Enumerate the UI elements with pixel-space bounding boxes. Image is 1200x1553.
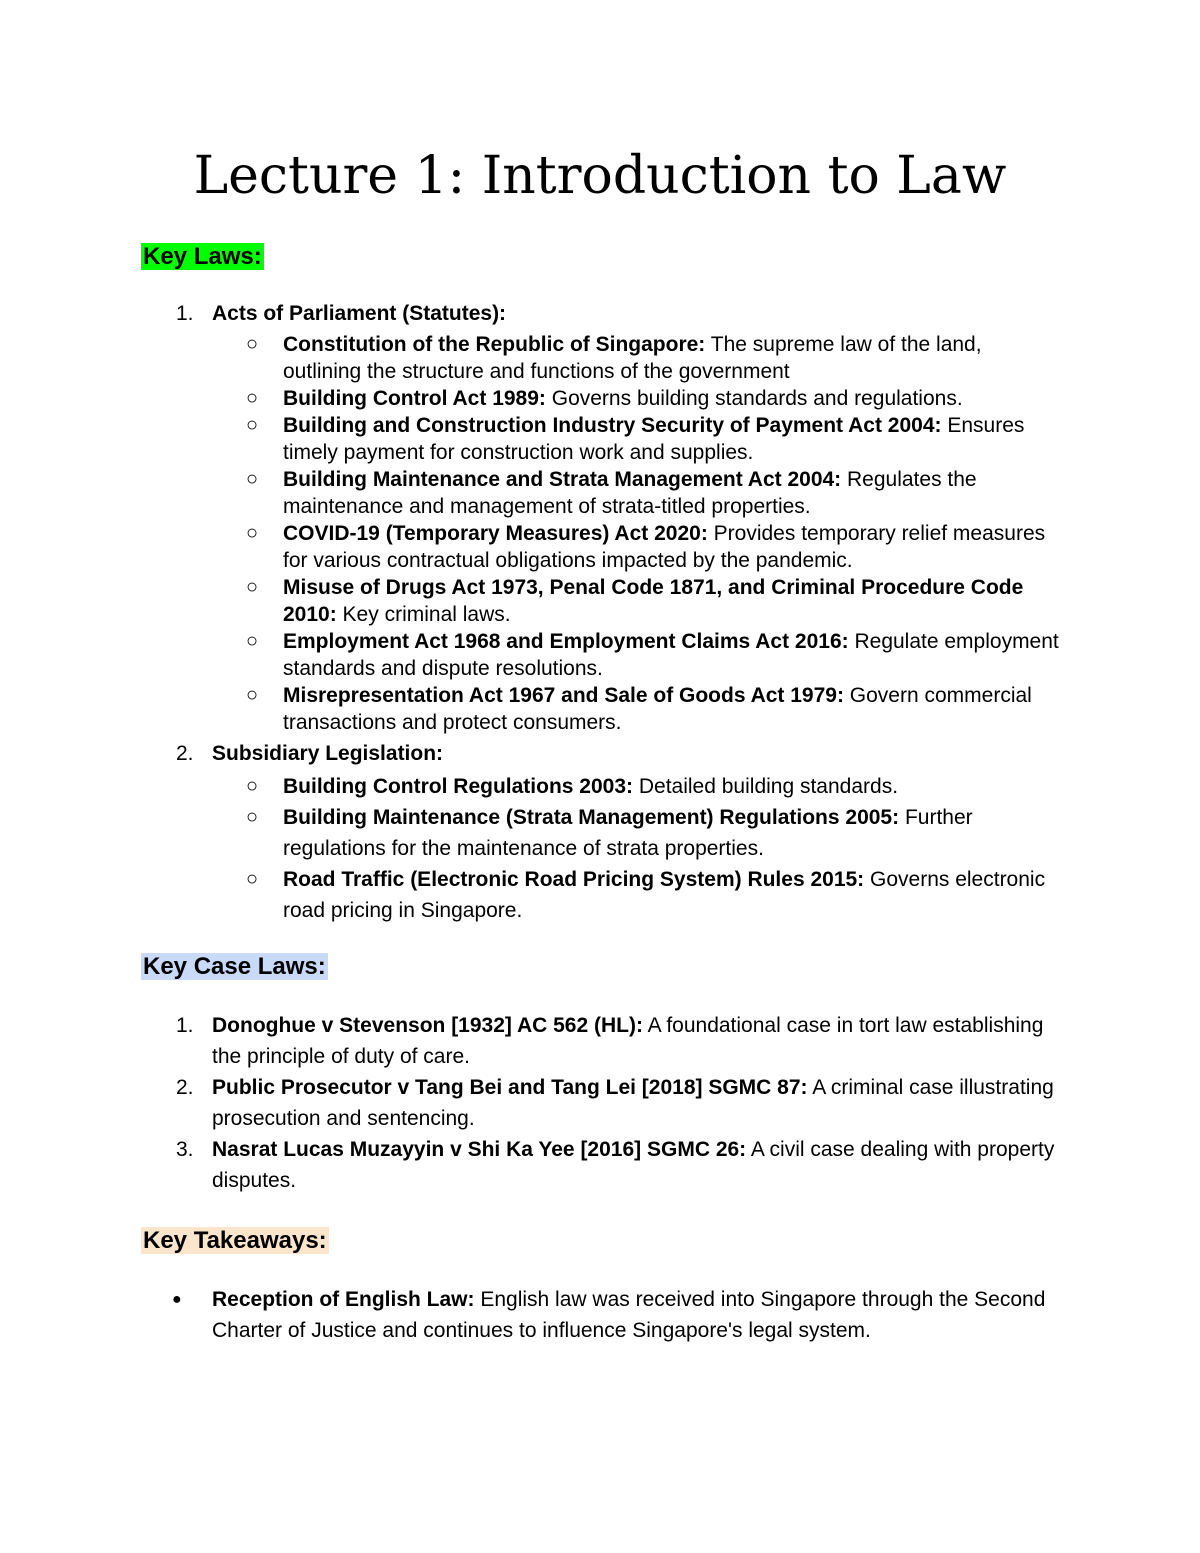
circle-bullet-icon: ○ (246, 576, 259, 598)
list-item (0, 385, 1200, 412)
circle-bullet-icon: ○ (246, 806, 259, 828)
case-desc: A criminal case illustrating prosecution and sentencing. (212, 1076, 1054, 1130)
list-item (0, 864, 1200, 926)
law-desc: Further regulations for the maintenance of strata properties. (283, 806, 973, 860)
circle-bullet-icon: ○ (246, 522, 259, 544)
law-desc: Key criminal laws. (336, 603, 511, 626)
group-label: Acts of Parliament (Statutes): (212, 302, 507, 325)
law-desc: Governs building standards and regulations. (545, 387, 963, 410)
law-desc: Provides temporary relief measures for various contractual obligations impacted by the pandemic. (283, 522, 1046, 572)
circle-bullet-icon: ○ (246, 414, 259, 436)
takeaway-desc: English law was received into Singapore through the Second Charter of Justice and continues to influence Singapore's legal system. (212, 1288, 1046, 1342)
law-name: Building and Construction Industry Security of Payment Act 2004: (283, 414, 942, 437)
page-title: Lecture 1: Introduction to Law (193, 146, 1007, 206)
list-number: 3. (176, 1138, 194, 1161)
key-case-laws-list (0, 1010, 1200, 1196)
list-item (0, 1072, 1200, 1134)
circle-bullet-icon: ○ (246, 468, 259, 490)
list-number: 1. (176, 1014, 194, 1037)
case-desc: A foundational case in tort law establishing the principle of duty of care. (212, 1014, 1044, 1068)
list-item (0, 300, 1200, 327)
list-item (0, 1284, 1200, 1346)
list-item (0, 466, 1200, 520)
circle-bullet-icon: ○ (246, 333, 259, 355)
list-number: 1. (176, 302, 194, 325)
list-number: 2. (176, 742, 194, 765)
law-name: Misrepresentation Act 1967 and Sale of Goods Act 1979: (283, 684, 844, 707)
list-item (0, 574, 1200, 628)
law-name: Constitution of the Republic of Singapore: (283, 333, 706, 356)
case-name: Donoghue v Stevenson [1932] AC 562 (HL): (212, 1014, 643, 1037)
law-name: Building Control Regulations 2003: (283, 775, 634, 798)
law-name: Building Maintenance and Strata Management Act 2004: (283, 468, 842, 491)
list-item (0, 682, 1200, 736)
law-desc: Ensures timely payment for construction work and supplies. (283, 414, 1025, 464)
key-takeaways-heading-text: Key Takeaways: (143, 1227, 327, 1254)
law-name: Building Maintenance (Strata Management) Regulations 2005: (283, 806, 900, 829)
circle-bullet-icon: ○ (246, 684, 259, 706)
law-name: COVID-19 (Temporary Measures) Act 2020: (283, 522, 708, 545)
key-takeaways-heading (141, 1224, 329, 1258)
bullet-dot-icon: ● (172, 1291, 182, 1308)
list-item (0, 412, 1200, 466)
list-item (0, 802, 1200, 864)
list-item (0, 520, 1200, 574)
case-name: Nasrat Lucas Muzayyin v Shi Ka Yee [2016] SGMC 26: (212, 1138, 747, 1161)
list-item (0, 331, 1200, 385)
group-label: Subsidiary Legislation: (212, 742, 444, 765)
list-number: 2. (176, 1076, 194, 1099)
case-name: Public Prosecutor v Tang Bei and Tang Lei [2018] SGMC 87: (212, 1076, 808, 1099)
law-desc: Regulate employment standards and dispute resolutions. (283, 630, 1059, 680)
takeaway-name: Reception of English Law: (212, 1288, 475, 1311)
law-desc: Governs electronic road pricing in Singapore. (283, 868, 1046, 922)
circle-bullet-icon: ○ (246, 868, 259, 890)
law-desc: The supreme law of the land, outlining the structure and functions of the government (283, 333, 982, 383)
key-case-laws-heading (141, 950, 328, 984)
list-item (0, 740, 1200, 767)
key-laws-heading (141, 240, 264, 274)
law-name: Misuse of Drugs Act 1973, Penal Code 1871, and Criminal Procedure Code 2010: (283, 576, 1024, 626)
list-item (0, 628, 1200, 682)
law-desc: Regulates the maintenance and management of strata-titled properties. (283, 468, 977, 518)
key-laws-heading-text: Key Laws: (143, 243, 262, 270)
circle-bullet-icon: ○ (246, 775, 259, 797)
law-desc: Detailed building standards. (633, 775, 899, 798)
law-desc: Govern commercial transactions and protect consumers. (283, 684, 1032, 734)
law-name: Employment Act 1968 and Employment Claims Act 2016: (283, 630, 849, 653)
key-takeaways-list (0, 1284, 1200, 1346)
key-case-laws-heading-text: Key Case Laws: (143, 953, 326, 980)
circle-bullet-icon: ○ (246, 630, 259, 652)
list-item (0, 1134, 1200, 1196)
list-item (0, 1010, 1200, 1072)
law-name: Building Control Act 1989: (283, 387, 546, 410)
circle-bullet-icon: ○ (246, 387, 259, 409)
list-item (0, 771, 1200, 802)
law-name: Road Traffic (Electronic Road Pricing System) Rules 2015: (283, 868, 865, 891)
case-desc: A civil case dealing with property disputes. (212, 1138, 1055, 1192)
key-laws-list (0, 300, 1200, 926)
